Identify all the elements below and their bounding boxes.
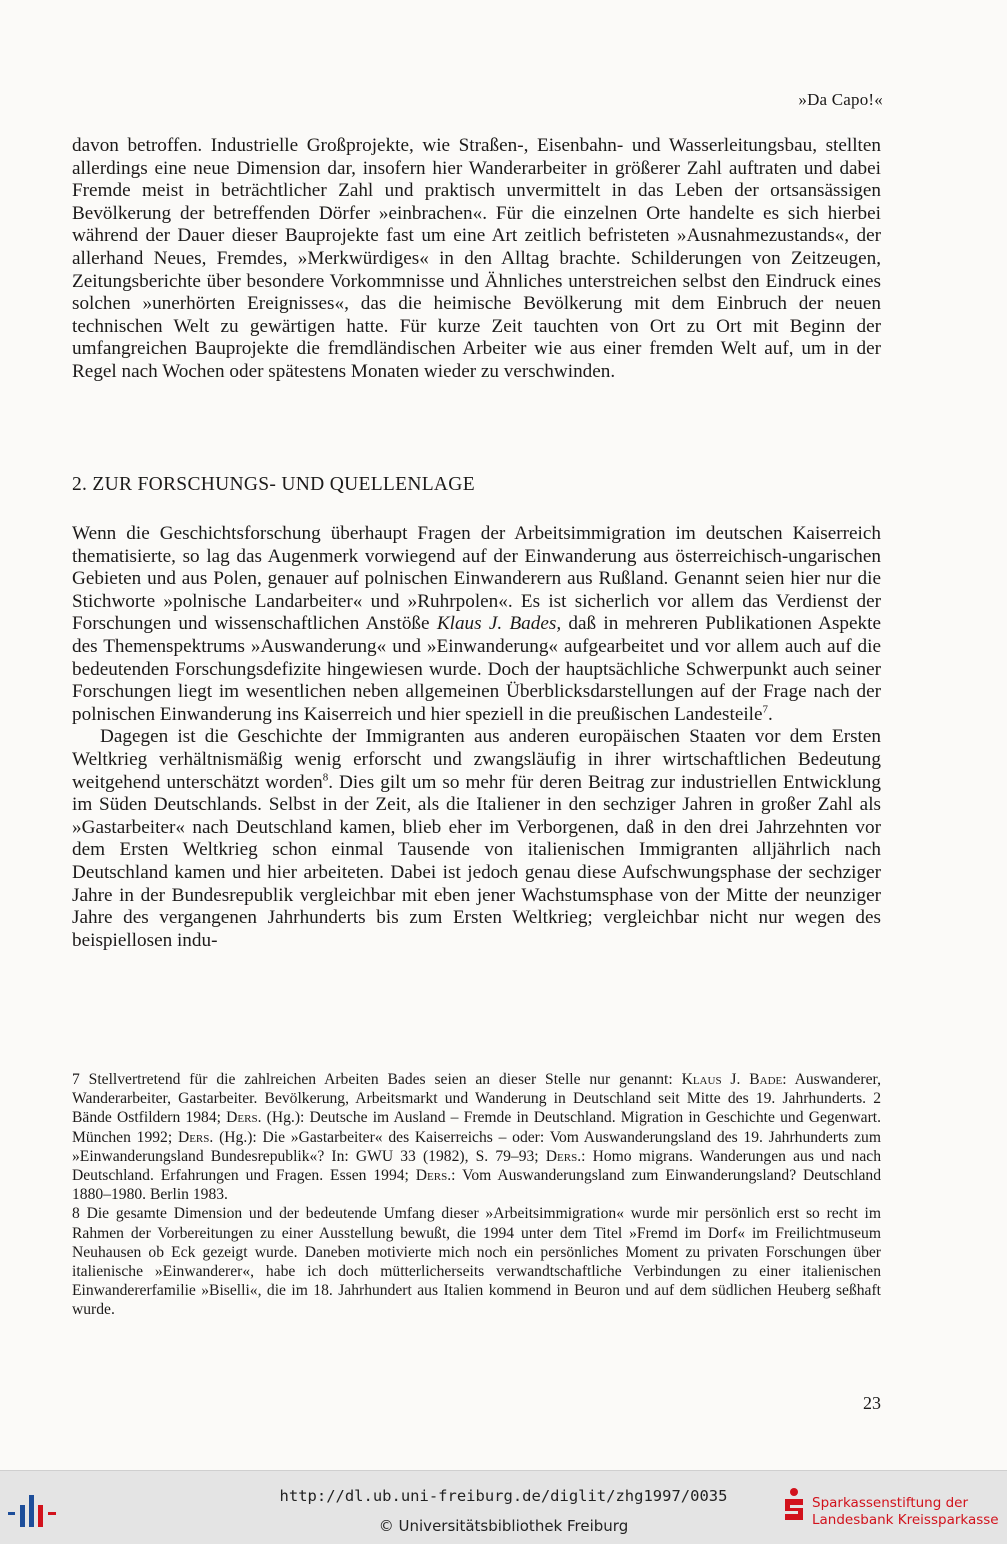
paragraph-text: Dagegen ist die Geschichte der Immigranten aus anderen europäischen Staaten vor dem Ersten Weltkrieg verhältnismäßig wenig erforscht und zwangsläufig in ihrer wirtschaftlichen Bedeutung weitgehend unterschätzt worden	[72, 726, 881, 793]
paragraph-text: daß in mehreren Publikationen Aspekte des Themenspektrums »Auswanderung« und »Einwanderung« aufgearbeitet und vor allem auch auf die bedeutenden Forschungsdefizite hingewiesen wurde. Doch der hauptsächliche Schwerpunkt auch seiner Forschungen liegt im wesentlichen neben allgemeinen Überblicksdarstellungen auf der Frage nach der polnischen Einwanderung ins Kaiserreich und hier speziell in die preußischen Landesteile	[72, 613, 881, 725]
footnote-ref-8[interactable]: 8	[322, 771, 329, 784]
footnote-number: 7	[72, 1071, 80, 1088]
footnote-text: (Hg.): Die »Gastarbeiter« des Kaiserreichs – oder: Vom Auswanderungsland des 19. Jahrhunderts zum »Einwanderungsland Bundesrepublik«? In: GWU 33 (1982), S. 79–93;	[72, 1128, 881, 1165]
footnote-ref-7[interactable]: 7	[762, 703, 769, 716]
paragraph-text: . Dies gilt um so mehr für deren Beitrag zur industriellen Entwicklung im Süden Deutschlands. Selbst in der Zeit, als die Italiener in den sechziger Jahren in großer Zahl als »Gastarbeiter« nach Deutschland kamen, blieb eher im Verborgenen, daß in den drei Jahrzehnten vor dem Ersten Weltkrieg schon einmal Tausende von italienischen Immigranten alljährlich nach Deutschland kamen und hier arbeiteten. Dabei ist jedoch genau diese Aufschwungsphase der sechziger Jahre in der Bundesrepublik vergleichbar mit eben jener Wachstumsphase von der Mitte der neunziger Jahre des vergangenen Jahrhunderts bis zum Ersten Weltkrieg; vergleichbar nicht nur wegen des beispiellosen indu-	[72, 771, 881, 951]
paragraph-research-1	[72, 523, 881, 726]
author-name: Klaus J. Bades,	[436, 613, 562, 635]
ders-abbrev: Ders.	[177, 1128, 214, 1146]
footnote-7	[72, 1070, 881, 1204]
footnote-text: : Auswanderer, Wanderarbeiter, Gastarbeiter. Bevölkerung, Arbeitsmarkt und Wanderung in Deutschland seit Mitte des 19. Jahrhunderts. 2 Bände Ostfildern 1984;	[72, 1071, 881, 1127]
footnote-text: : Homo migrans. Wanderungen aus und nach Deutschland. Erfahrungen und Fragen. Essen 1994;	[72, 1147, 881, 1185]
footnote-text: : Vom Auswanderungsland zum Einwanderungsland? Deutschland 1880–1980. Berlin 1983.	[72, 1167, 881, 1204]
section-heading: 2. ZUR FORSCHUNGS- UND QUELLENLAGE	[72, 474, 475, 495]
section-body	[72, 523, 881, 952]
paragraph-research-2	[72, 726, 881, 952]
viewer-footer	[0, 1470, 1007, 1544]
footnote-8	[72, 1204, 881, 1319]
paragraph-text: Wenn die Geschichtsforschung überhaupt Fragen der Arbeitsimmigration im deutschen Kaiserreich thematisierte, so lag das Augenmerk vorwiegend auf der Einwanderung aus österreichisch-ungarischen Gebieten und aus Polen, genauer auf polnischen Einwanderern aus Rußland. Genannt seien hier nur die Stichworte »polnische Landarbeiter« und »Ruhrpolen«. Es ist sicherlich vor allem das Verdienst der Forschungen und wissenschaftlichen Anstöße	[72, 523, 881, 635]
footnote-text: (Hg.): Deutsche im Ausland – Fremde in Deutschland. Migration in Geschichte und Gegenwart. München 1992;	[72, 1109, 881, 1146]
footnote-text: Stellvertretend für die zahlreichen Arbeiten Bades seien an dieser Stelle nur genannt:	[88, 1071, 682, 1088]
ders-abbrev: Ders.	[226, 1109, 262, 1127]
sponsor-logo[interactable]	[782, 1485, 1004, 1537]
copyright-credit: © Universitätsbibliothek Freiburg	[378, 1517, 629, 1535]
sponsor-line-2: Landesbank Kreissparkasse	[812, 1512, 999, 1528]
page-number: 23	[863, 1393, 881, 1413]
continuation-text	[72, 135, 881, 384]
running-header: »Da Capo!«	[798, 90, 883, 109]
paragraph-text: .	[768, 703, 773, 725]
ders-abbrev: Ders.	[415, 1167, 452, 1185]
sponsor-text	[812, 1495, 999, 1529]
ders-abbrev: Ders.	[545, 1147, 582, 1165]
footnote-text: Die gesamte Dimension und der bedeutende Umfang dieser »Arbeitsimmigration« wurde mir persönlich erst so recht im Rahmen der Vorbereitungen zu einer Ausstellung bewußt, die 1994 unter dem Titel »Fremd im Dorf« im Freilichtmuseum Neuhausen ob Eck gezeigt wurde. Daneben motivierte mich noch ein persönliches Moment zu privaten Forschungen über italienische »Einwanderer«, habe ich doch mütterlicherseits verwandtschaftliche Verbindungen zu einer italienischen Einwandererfamilie »Biselli«, die im 18. Jahrhundert aus Italien kommend in Beuron und auf dem südlichen Heuberg seßhaft wurde.	[72, 1205, 881, 1319]
continuation-paragraph: davon betroffen. Industrielle Großprojekte, wie Straßen-, Eisenbahn- und Wasserleitungsbau, stellten allerdings eine neue Dimension dar, insofern hier Wanderarbeiter in größerer Zahl auftraten und dabei Fremde meist in beträchtlicher Zahl und praktisch unvermittelt in das Leben der ortsansässigen Bevölkerung der betreffenden Dörfer »einbrachen«. Für die einzelnen Orte handelte es sich hierbei während der Dauer dieser Bauprojekte fast um eine Art zeitlich befristeten »Ausnahmezustands«, der allerhand Neues, Fremdes, »Merkwürdiges« in den Alltag brachte. Schilderungen von Zeitzeugen, Zeitungsberichte über besondere Vorkommnisse und Ähnliches unterstreichen selbst den Eindruck eines solchen »unerhörten Ereignisses«, das die heimische Bevölkerung mit dem Einbruch der neuen technischen Welt zu gewärtigen hatte. Für kurze Zeit tauchten von Ort zu Ort mit Beginn der umfangreichen Bauprojekte die fremdländischen Arbeiter wie aus einer fremden Welt auf, um in der Regel nach Wochen oder spätestens Monaten wieder zu verschwinden.	[72, 135, 881, 382]
footnote-number: 8	[72, 1205, 80, 1223]
permalink-url[interactable]: http://dl.ub.uni-freiburg.de/diglit/zhg1997/0035	[279, 1487, 728, 1505]
author-name: Klaus J. Bade	[681, 1071, 783, 1088]
sparkasse-logo-icon	[782, 1487, 806, 1523]
sponsor-line-1: Sparkassenstiftung der	[812, 1495, 969, 1511]
footnotes	[72, 1070, 881, 1320]
